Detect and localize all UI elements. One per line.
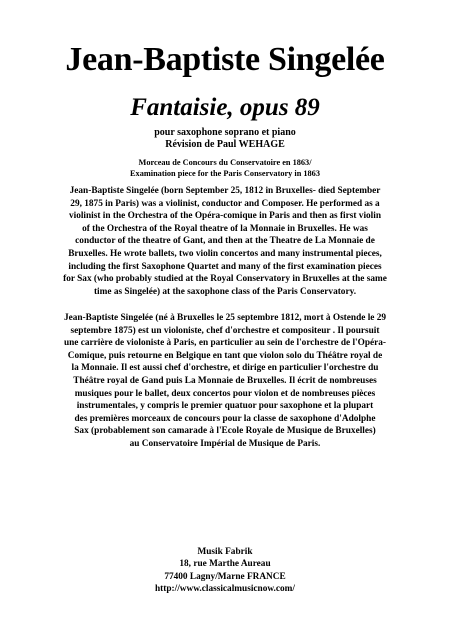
bio-fr-line: la Monnaie. Il est aussi chef d'orchestre, et dirige en particulier l'orchestre du [71,363,379,374]
instrumentation-line: pour saxophone soprano et piano [154,127,296,138]
publisher-city: 77400 Lagny/Marne FRANCE [164,571,286,582]
bio-en-line: violinist in the Orchestra of the Opéra-comique in Paris and then as first violin [68,211,382,222]
publisher-street: 18, rue Marthe Aureau [179,559,271,570]
bio-fr-line: Théâtre royal de Gand puis La Monnaie de Bruxelles. Il écrit de nombreuses [73,375,377,386]
note-line-fr: Morceau de Concours du Conservatoire en 1863/ [138,158,312,167]
work-title: Fantaisie, opus 89 [130,94,320,121]
publisher-block [0,546,450,595]
publisher-website-link[interactable]: http://www.classicalmusicnow.com/ [155,583,295,594]
bio-fr-line: instrumentales, y compris le premier quatuor pour saxophone et la plupart [76,401,374,412]
author-heading: Jean-Baptiste Singelée [65,41,385,78]
bio-en-line: of the Orchestra of the Royal theatre of la Monnaie in Bruxelles. He was [82,223,368,234]
bio-fr-line: une carrière de violoniste à Paris, en particulier au sein de l'orchestre de l'Opéra- [63,338,387,349]
publisher-name: Musik Fabrik [197,547,253,557]
bio-en-line: Bruxelles. He wrote ballets, two violin concertos and many instrumental pieces, [68,248,382,259]
bio-fr-line: musiques pour le ballet, deux concertos pour violon et de nombreuses pièces [74,388,376,399]
note-line-en: Examination piece for the Paris Conservatory in 1863 [130,168,320,178]
bio-fr-line: au Conservatoire Impérial de Musique de Paris. [129,438,321,449]
bio-en-line: time as Singelée) at the saxophone class of the Paris Conservatory. [93,286,357,297]
bio-fr-line: Comique, puis retourne en Belgique en tant que violon solo du Théâtre royal de [67,350,383,361]
biography-french [22,312,428,451]
examination-note [0,158,450,179]
bio-en-line: for Sax (who probably studied at the Royal Conservatory in Bruxelles at the same [63,274,387,285]
bio-en-line: including the first Saxophone Quartet and many of the first examination pieces [68,261,382,272]
bio-fr-line: Sax (probablement son camarade à l'Ecole Royale de Musique de Bruxelles) [74,426,376,437]
bio-fr-line: septembre 1875) est un violoniste, chef d'orchestre et compositeur . Il poursuit [70,325,380,336]
biography-english [22,185,428,298]
revision-line: Révision de Paul WEHAGE [165,139,285,150]
bio-en-line: conductor of the theatre of Gant, and then at the Theatre de La Monnaie de [75,236,375,247]
bio-en-line: Jean-Baptiste Singelée (born September 25, 1812 in Bruxelles- died September [69,186,381,196]
bio-en-line: 29, 1875 in Paris) was a violinist, conductor and Composer. He performed as a [70,198,380,209]
bio-fr-line: Jean-Baptiste Singelée (né à Bruxelles le 25 septembre 1812, mort à Ostende le 29 [63,313,387,323]
bio-fr-line: des premières morceaux de concours pour la classe de saxophone d'Adolphe [74,413,376,424]
subtitle-block [0,127,450,151]
